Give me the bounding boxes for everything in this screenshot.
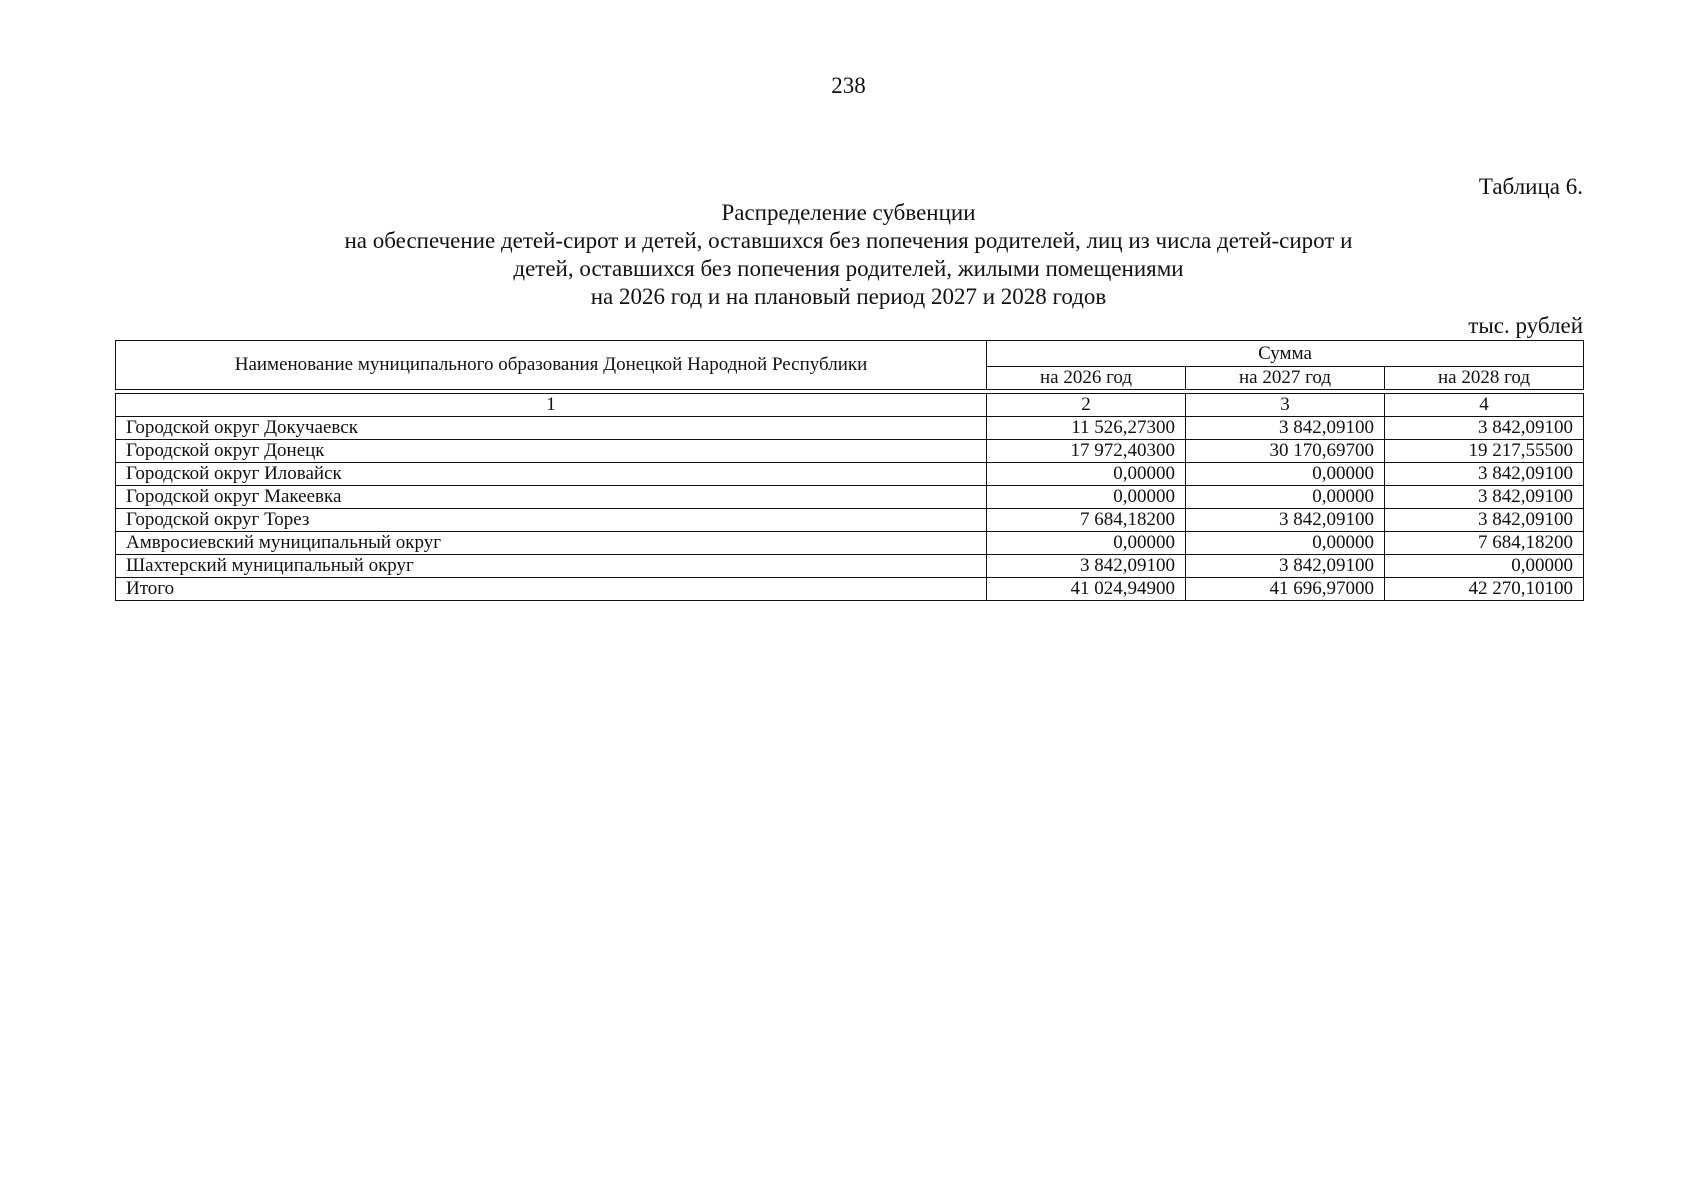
header-year-2028: на 2028 год: [1385, 367, 1584, 390]
header-year-2026: на 2026 год: [987, 367, 1186, 390]
table-row: [116, 532, 1584, 555]
municipality-name: Городской округ Донецк: [116, 440, 987, 463]
value-2027: 3 842,09100: [1186, 417, 1385, 440]
value-2028: 19 217,55500: [1385, 440, 1584, 463]
municipality-name: Городской округ Макеевка: [116, 486, 987, 509]
document-title: [0, 199, 1697, 311]
table-row: [116, 555, 1584, 578]
value-2028: 3 842,09100: [1385, 417, 1584, 440]
table-row: [116, 509, 1584, 532]
value-2027: 0,00000: [1186, 532, 1385, 555]
value-2028: 3 842,09100: [1385, 486, 1584, 509]
total-2028: 42 270,10100: [1385, 578, 1584, 601]
municipality-name: Шахтерский муниципальный округ: [116, 555, 987, 578]
value-2027: 0,00000: [1186, 463, 1385, 486]
value-2027: 0,00000: [1186, 486, 1385, 509]
table-row: [116, 486, 1584, 509]
value-2028: 7 684,18200: [1385, 532, 1584, 555]
value-2027: 30 170,69700: [1186, 440, 1385, 463]
municipality-name: Городской округ Докучаевск: [116, 417, 987, 440]
total-row: [116, 578, 1584, 601]
table-row: [116, 463, 1584, 486]
value-2027: 3 842,09100: [1186, 555, 1385, 578]
total-2026: 41 024,94900: [987, 578, 1186, 601]
table-row: [116, 417, 1584, 440]
municipality-name: Амвросиевский муниципальный округ: [116, 532, 987, 555]
subvention-table: [115, 340, 1584, 601]
total-2027: 41 696,97000: [1186, 578, 1385, 601]
column-number: 2: [987, 394, 1186, 417]
units-label: тыс. рублей: [1468, 313, 1583, 338]
value-2027: 3 842,09100: [1186, 509, 1385, 532]
value-2028: 3 842,09100: [1385, 463, 1584, 486]
header-year-2027: на 2027 год: [1186, 367, 1385, 390]
value-2026: 0,00000: [987, 486, 1186, 509]
value-2028: 3 842,09100: [1385, 509, 1584, 532]
municipality-name: Городской округ Торез: [116, 509, 987, 532]
total-label: Итого: [116, 578, 987, 601]
value-2026: 7 684,18200: [987, 509, 1186, 532]
title-line: на 2026 год и на плановый период 2027 и 2028 годов: [590, 284, 1107, 309]
title-line: на обеспечение детей-сирот и детей, оставшихся без попечения родителей, лиц из числа детей-сирот и: [344, 228, 1353, 253]
column-number: 3: [1186, 394, 1385, 417]
page-number: 238: [831, 73, 866, 98]
table-row: [116, 440, 1584, 463]
title-line: Распределение субвенции: [721, 200, 976, 225]
header-sum: Сумма: [987, 341, 1584, 367]
value-2026: 0,00000: [987, 532, 1186, 555]
column-number: 4: [1385, 394, 1584, 417]
value-2026: 3 842,09100: [987, 555, 1186, 578]
municipality-name: Городской округ Иловайск: [116, 463, 987, 486]
value-2026: 0,00000: [987, 463, 1186, 486]
value-2026: 17 972,40300: [987, 440, 1186, 463]
column-number: 1: [116, 394, 987, 417]
header-municipality-name: Наименование муниципального образования Донецкой Народной Республики: [116, 341, 987, 390]
value-2026: 11 526,27300: [987, 417, 1186, 440]
table-label: Таблица 6.: [1478, 174, 1583, 199]
title-line: детей, оставшихся без попечения родителей, жилыми помещениями: [513, 256, 1184, 281]
value-2028: 0,00000: [1385, 555, 1584, 578]
